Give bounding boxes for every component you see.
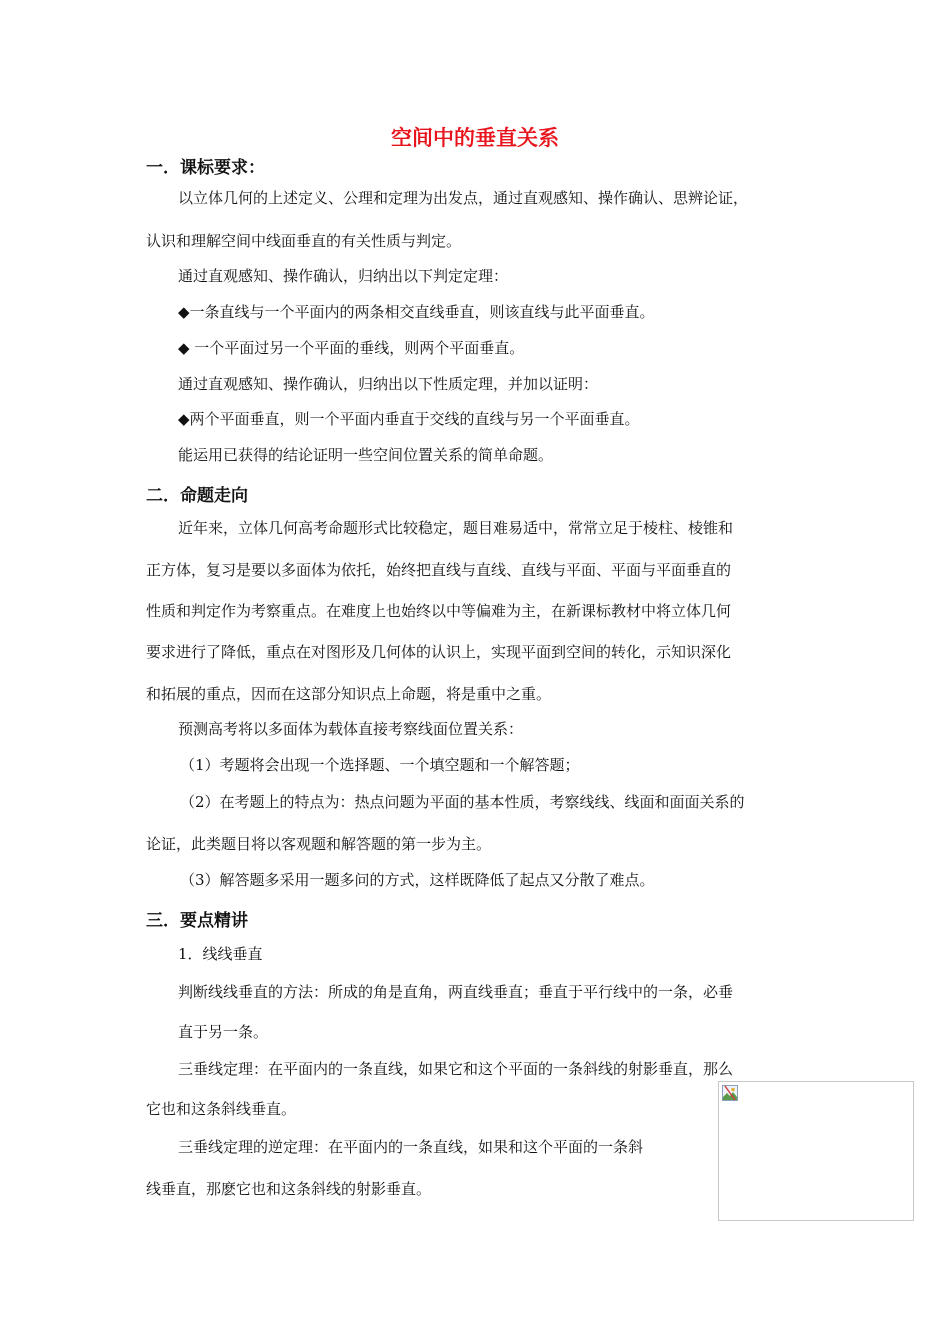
paragraph-line: 直于另一条。	[178, 1023, 269, 1041]
paragraph-line: 能运用已获得的结论证明一些空间位置关系的简单命题。	[178, 446, 554, 464]
paragraph-line: 近年来，立体几何高考命题形式比较稳定，题目难易适中，常常立足于棱柱、棱锥和	[178, 519, 734, 537]
section-heading-trend: 二．命题走向	[146, 486, 248, 506]
bullet-item: ◆两个平面垂直，则一个平面内垂直于交线的直线与另一个平面垂直。	[178, 410, 640, 428]
paragraph-line: 三垂线定理的逆定理：在平面内的一条直线，如果和这个平面的一条斜	[178, 1138, 644, 1156]
bullet-item: ◆ 一个平面过另一个平面的垂线，则两个平面垂直。	[178, 339, 525, 357]
paragraph-line: 认识和理解空间中线面垂直的有关性质与判定。	[146, 232, 462, 250]
bullet-item: ◆一条直线与一个平面内的两条相交直线垂直，则该直线与此平面垂直。	[178, 303, 655, 321]
broken-image-icon	[722, 1085, 738, 1101]
page-title: 空间中的垂直关系	[391, 126, 559, 150]
list-item: （3）解答题多采用一题多问的方式，这样既降低了起点又分散了难点。	[180, 871, 655, 889]
list-item: （2）在考题上的特点为：热点问题为平面的基本性质，考察线线、线面和面面关系的	[180, 793, 745, 811]
paragraph-line: 判断线线垂直的方法：所成的角是直角，两直线垂直；垂直于平行线中的一条，必垂	[178, 983, 734, 1001]
paragraph-line: 通过直观感知、操作确认，归纳出以下性质定理，并加以证明：	[178, 375, 599, 393]
section-heading-standards: 一．课标要求：	[146, 158, 265, 178]
paragraph-line: 和拓展的重点，因而在这部分知识点上命题，将是重中之重。	[146, 685, 552, 703]
subsection-heading: 1．线线垂直	[178, 945, 263, 963]
paragraph-line: 以立体几何的上述定义、公理和定理为出发点，通过直观感知、操作确认、思辨论证，	[178, 189, 749, 207]
paragraph-line: 三垂线定理：在平面内的一条直线，如果它和这个平面的一条斜线的射影垂直，那么	[178, 1060, 734, 1078]
paragraph-line: 线垂直，那麽它也和这条斜线的射影垂直。	[146, 1180, 432, 1198]
paragraph-line: 要求进行了降低，重点在对图形及几何体的认识上，实现平面到空间的转化，示知识深化	[146, 643, 732, 661]
paragraph-line: 论证，此类题目将以客观题和解答题的第一步为主。	[146, 835, 492, 853]
section-heading-key-points: 三．要点精讲	[146, 911, 248, 931]
paragraph-line: 它也和这条斜线垂直。	[146, 1100, 297, 1118]
figure-placeholder	[718, 1081, 914, 1221]
paragraph-line: 性质和判定作为考察重点。在难度上也始终以中等偏难为主，在新课标教材中将立体几何	[146, 602, 732, 620]
paragraph-line: 预测高考将以多面体为载体直接考察线面位置关系：	[178, 720, 524, 738]
paragraph-line: 通过直观感知、操作确认，归纳出以下判定定理：	[178, 267, 509, 285]
list-item: （1）考题将会出现一个选择题、一个填空题和一个解答题；	[180, 756, 580, 774]
paragraph-line: 正方体，复习是要以多面体为依托，始终把直线与直线、直线与平面、平面与平面垂直的	[146, 561, 732, 579]
